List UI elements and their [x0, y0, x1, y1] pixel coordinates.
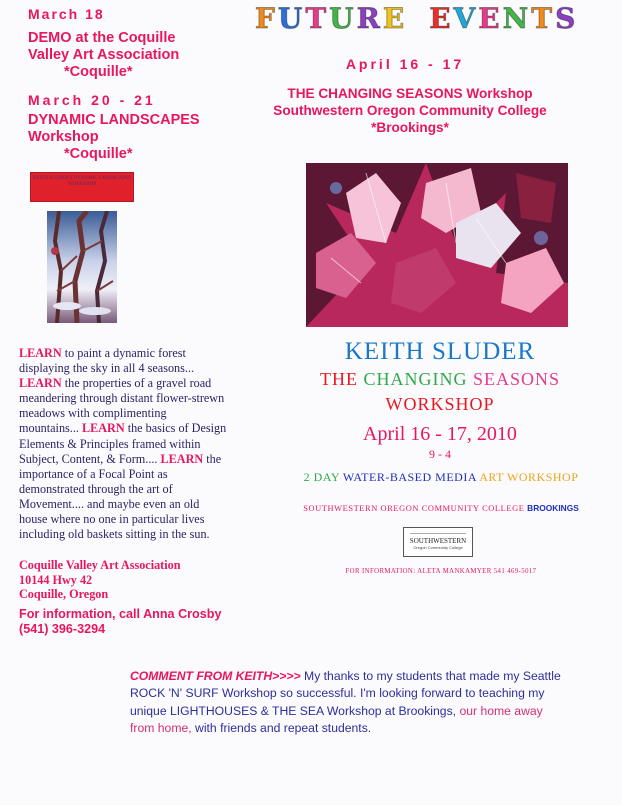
workshop-date: April 16 - 17, 2010: [363, 423, 517, 445]
ws-line-3: *Brookings*: [371, 120, 449, 135]
brookings-label: BROOKINGS: [527, 503, 579, 513]
cs-word-the: THE: [319, 369, 364, 389]
learn-2-keyword: LEARN: [19, 376, 62, 391]
title-letter: N: [502, 2, 532, 35]
title-letter: E: [478, 2, 503, 35]
comment-home-phrase: our home away from home,: [130, 703, 543, 735]
demo-city: *Coquille*: [64, 64, 133, 80]
comment-from-keith: [130, 668, 570, 737]
title-word-future: [255, 2, 407, 35]
changing-seasons-heading: [290, 369, 590, 390]
demo-line-1: DEMO at the Coquille: [28, 30, 176, 46]
dynamic-landscapes-title: [28, 112, 238, 163]
title-word-events: [429, 2, 578, 35]
title-letter: V: [453, 2, 479, 35]
learn-4-text: the importance of a Focal Point as demonstrated through the art of Movement.... and maybe even an old house where no one in particular lives including old baskets sitting in the sun.: [19, 451, 222, 542]
changing-seasons-event: [250, 85, 570, 136]
title-letter: U: [277, 2, 306, 35]
title-letter: E: [429, 2, 454, 35]
title-letter: S: [555, 2, 579, 35]
demo-event-title: [28, 30, 238, 81]
learn-2-text: the properties of a gravel road meandering through distant flower-strewn meadows with complimenting mountains...: [19, 376, 225, 436]
contact-phone: (541) 396-3294: [19, 622, 106, 636]
event-date-march-18: March 18: [28, 6, 105, 22]
college-contact-info: FOR INFORMATION: ALETA MANKAMYER 541 469-5017: [345, 568, 537, 575]
college-name: SOUTHWESTERN OREGON COMMUNITY COLLEGE: [303, 504, 525, 513]
cs-word-changing: CHANGING: [363, 369, 473, 389]
comment-part-2: with friends and repeat students.: [191, 720, 372, 735]
learn-3-text: the basics of Design Elements & Principles framed within Subject, Content, & Form....: [19, 421, 227, 466]
comment-lead: COMMENT FROM KEITH>>>>: [130, 669, 301, 683]
comment-part-1: My thanks to my students that made my Seattle ROCK 'N' SURF Workshop so successful. I'm looking forward to teaching my unique LIGHTHOUSES & THE SEA Workshop at Brookings,: [130, 669, 561, 718]
venue-address: [19, 558, 239, 602]
venue-street: 10144 Hwy 42: [19, 572, 93, 587]
two-day-workshop-line: [286, 470, 596, 485]
title-letter: F: [255, 2, 278, 35]
dyn-line-2: Workshop: [28, 129, 99, 145]
title-letter: R: [356, 2, 383, 35]
contact-line-1: For information, call Anna Crosby: [19, 607, 222, 621]
logo-line-1: SOUTHWESTERN: [409, 537, 467, 545]
learn-4-keyword: LEARN: [160, 451, 204, 466]
contact-info: [19, 607, 239, 637]
venue-name: Coquille Valley Art Association: [19, 558, 181, 572]
demo-line-2: Valley Art Association: [28, 47, 180, 63]
flyer-banner: KEITH SLUDER'S DYNAMIC LANDSCAPES WORKSHOP: [30, 172, 134, 202]
dyn-city: *Coquille*: [64, 146, 133, 162]
ws-line-2: Southwestern Oregon Community College: [273, 103, 547, 118]
dyn-line-1: DYNAMIC LANDSCAPES: [28, 112, 200, 128]
title-letter: E: [382, 2, 408, 35]
learn-description: [19, 346, 229, 542]
future-events-title: [255, 2, 578, 35]
autumn-leaves-painting: [306, 163, 568, 327]
ws-line-1: THE CHANGING SEASONS Workshop: [287, 86, 533, 101]
logo-line-2: Oregon Community College: [413, 545, 463, 550]
two-day-label: 2 DAY: [303, 470, 343, 484]
learn-1-keyword: LEARN: [19, 346, 62, 360]
workshop-time: 9 - 4: [429, 447, 451, 461]
workshop-heading: WORKSHOP: [385, 394, 495, 414]
artist-name: KEITH SLUDER: [344, 338, 536, 365]
water-based-media-label: WATER-BASED MEDIA: [342, 470, 480, 484]
college-line: [286, 503, 596, 513]
art-workshop-label: ART WORKSHOP: [479, 470, 579, 484]
title-letter: T: [305, 2, 330, 35]
forest-painting-image: [47, 211, 117, 323]
learn-1-text: to paint a dynamic forest displaying the sky in all 4 seasons...: [19, 346, 195, 376]
learn-3-keyword: LEARN: [81, 421, 125, 436]
logo-rule: [410, 533, 466, 534]
april-event-date: April 16 - 17: [345, 56, 465, 72]
title-letter: T: [531, 2, 556, 35]
event-date-march-20-21: March 20 - 21: [28, 92, 156, 108]
college-logo: [403, 527, 473, 557]
cs-word-seasons: SEASONS: [472, 369, 561, 389]
title-letter: U: [329, 2, 357, 35]
venue-city: Coquille, Oregon: [19, 587, 109, 601]
